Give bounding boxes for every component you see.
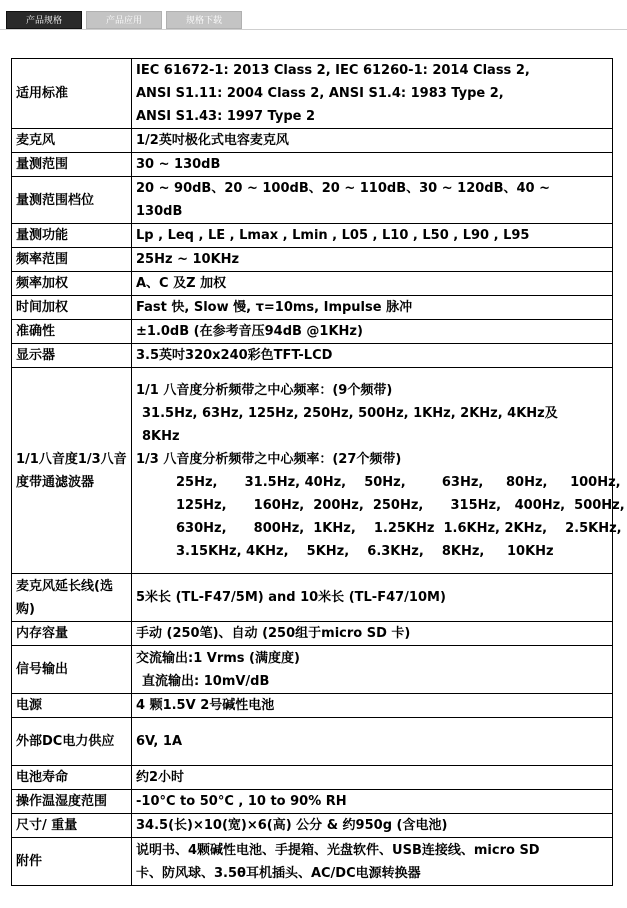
- spec-key: 电源: [12, 694, 132, 718]
- spec-row-operating-env: [12, 790, 613, 814]
- spec-row-range-levels: [12, 177, 613, 224]
- spec-row-frequency-range: [12, 248, 613, 272]
- spec-value-line: ANSI S1.11: 2004 Class 2, ANSI S1.4: 1983 Type 2,: [136, 86, 504, 101]
- spec-value-line: 3.5英吋320x240彩色TFT-LCD: [136, 348, 333, 363]
- spec-row-accessories: [12, 838, 613, 886]
- spec-key: 量测范围档位: [12, 177, 132, 224]
- spec-key: 附件: [12, 838, 132, 886]
- spec-value: [132, 224, 613, 248]
- spec-value-line: IEC 61672-1: 2013 Class 2, IEC 61260-1: 2014 Class 2,: [136, 63, 530, 78]
- spec-value-line: ANSI S1.43: 1997 Type 2: [136, 109, 316, 124]
- spec-row-battery-life: [12, 766, 613, 790]
- spec-value-line: 直流输出: 10mV/dB: [142, 673, 270, 689]
- spec-value-line: ±1.0dB (在参考音压94dB @1KHz): [136, 324, 363, 339]
- spec-value-line: 4 颗1.5V 2号碱性电池: [136, 698, 275, 713]
- tab-underline: [0, 29, 627, 30]
- spec-value-line: 1/3 八音度分析频带之中心频率：(27个频带): [136, 451, 402, 467]
- spec-row-power: [12, 694, 613, 718]
- spec-row-dc-power: [12, 718, 613, 766]
- spec-row-mic-extension: [12, 574, 613, 622]
- spec-value: [132, 574, 613, 622]
- spec-row-dimensions-weight: [12, 814, 613, 838]
- spec-value: [132, 320, 613, 344]
- spec-key: 麦克风延长线(选购): [12, 574, 132, 622]
- spec-row-measure-functions: [12, 224, 613, 248]
- spec-value-line: Lp , Leq , LE , Lmax , Lmin , L05 , L10 , L50 , L90 , L95: [136, 228, 530, 243]
- spec-value: [132, 790, 613, 814]
- tab-spec-download[interactable]: 规格下载: [166, 11, 242, 29]
- spec-value: [132, 368, 625, 574]
- spec-value: [132, 718, 613, 766]
- spec-value: [132, 272, 613, 296]
- spec-key: 频率加权: [12, 272, 132, 296]
- spec-key: 操作温湿度范围: [12, 790, 132, 814]
- spec-value-line: 约2小时: [136, 770, 185, 785]
- spec-value-line: 卡、防风球、3.5θ耳机插头、AC/DC电源转换器: [136, 865, 421, 881]
- spec-value-line: 130dB: [136, 204, 183, 219]
- spec-value: [132, 177, 613, 224]
- spec-key: 信号输出: [12, 646, 132, 694]
- spec-row-accuracy: [12, 320, 613, 344]
- spec-value-line: 30 ~ 130dB: [136, 157, 221, 172]
- spec-key: 量测功能: [12, 224, 132, 248]
- spec-table: [11, 58, 625, 886]
- spec-value-line: 6V, 1A: [136, 734, 183, 749]
- spec-value: [132, 838, 613, 886]
- spec-value: [132, 59, 613, 129]
- spec-value-line: 31.5Hz, 63Hz, 125Hz, 250Hz, 500Hz, 1KHz, 2KHz, 4KHz及: [142, 405, 558, 421]
- spec-key: 适用标准: [12, 59, 132, 129]
- spec-value: [132, 248, 613, 272]
- spec-key: 时间加权: [12, 296, 132, 320]
- spec-value-line: 说明书、4颗碱性电池、手提箱、光盘软件、USB连接线、micro SD: [136, 842, 540, 858]
- tab-product-specs[interactable]: 产品规格: [6, 11, 82, 29]
- spec-row-microphone: [12, 129, 613, 153]
- spec-row-memory: [12, 622, 613, 646]
- spec-key: 1/1八音度1/3八音度带通滤波器: [12, 368, 132, 574]
- spec-key: 显示器: [12, 344, 132, 368]
- tab-product-applications[interactable]: 产品应用: [86, 11, 162, 29]
- spec-value-line: 34.5(长)×10(宽)×6(高) 公分 & 约950g (含电池): [136, 818, 448, 833]
- spec-key: 尺寸/ 重量: [12, 814, 132, 838]
- spec-key: 量测范围: [12, 153, 132, 177]
- spec-value: [132, 153, 613, 177]
- spec-value: [132, 296, 613, 320]
- spec-value-line: 8KHz: [142, 428, 180, 444]
- spec-value-line: 交流输出:1 Vrms (满度度): [136, 650, 300, 666]
- spec-row-standards: [12, 59, 613, 129]
- spec-key: 麦克风: [12, 129, 132, 153]
- spec-value-line: 手动 (250笔)、自动 (250组于micro SD 卡): [136, 626, 411, 641]
- spec-row-time-weighting: [12, 296, 613, 320]
- spec-value-line: 5米长 (TL-F47/5M) and 10米长 (TL-F47/10M): [136, 590, 446, 605]
- spec-value: [132, 344, 613, 368]
- spec-value: [132, 129, 613, 153]
- spec-value-line: 125Hz, 160Hz, 200Hz, 250Hz, 315Hz, 400Hz, 500Hz,: [176, 497, 625, 513]
- spec-row-display: [12, 344, 613, 368]
- spec-value-line: 25Hz, 31.5Hz, 40Hz, 50Hz, 63Hz, 80Hz, 100Hz,: [176, 474, 621, 490]
- spec-value-line: 20 ~ 90dB、20 ~ 100dB、20 ~ 110dB、30 ~ 120dB、40 ~: [136, 181, 551, 196]
- spec-value-line: -10°C to 50°C , 10 to 90% RH: [136, 794, 347, 809]
- spec-key: 电池寿命: [12, 766, 132, 790]
- spec-key: 准确性: [12, 320, 132, 344]
- spec-value-line: 1/2英吋极化式电容麦克风: [136, 133, 289, 148]
- spec-value: [132, 622, 613, 646]
- spec-value-line: 1/1 八音度分析频带之中心频率：(9个频带): [136, 382, 393, 398]
- spec-value-line: Fast 快, Slow 慢, τ=10ms, Impulse 脉冲: [136, 300, 413, 315]
- spec-value: [132, 694, 613, 718]
- spec-value: [132, 814, 613, 838]
- spec-value: [132, 766, 613, 790]
- spec-value-line: 25Hz ~ 10KHz: [136, 252, 240, 267]
- spec-key: 内存容量: [12, 622, 132, 646]
- spec-value-line: 630Hz, 800Hz, 1KHz, 1.25KHz 1.6KHz, 2KHz, 2.5KHz,: [176, 520, 622, 536]
- spec-row-octave-filters: [12, 368, 613, 574]
- spec-value-line: A、C 及Z 加权: [136, 276, 227, 291]
- spec-value-line: 3.15KHz, 4KHz, 5KHz, 6.3KHz, 8KHz, 10KHz: [176, 543, 554, 559]
- spec-key: 频率范围: [12, 248, 132, 272]
- spec-row-frequency-weighting: [12, 272, 613, 296]
- tab-bar: [6, 11, 246, 29]
- spec-value: [132, 646, 613, 694]
- spec-row-signal-output: [12, 646, 613, 694]
- spec-key: 外部DC电力供应: [12, 718, 132, 766]
- spec-row-measure-range: [12, 153, 613, 177]
